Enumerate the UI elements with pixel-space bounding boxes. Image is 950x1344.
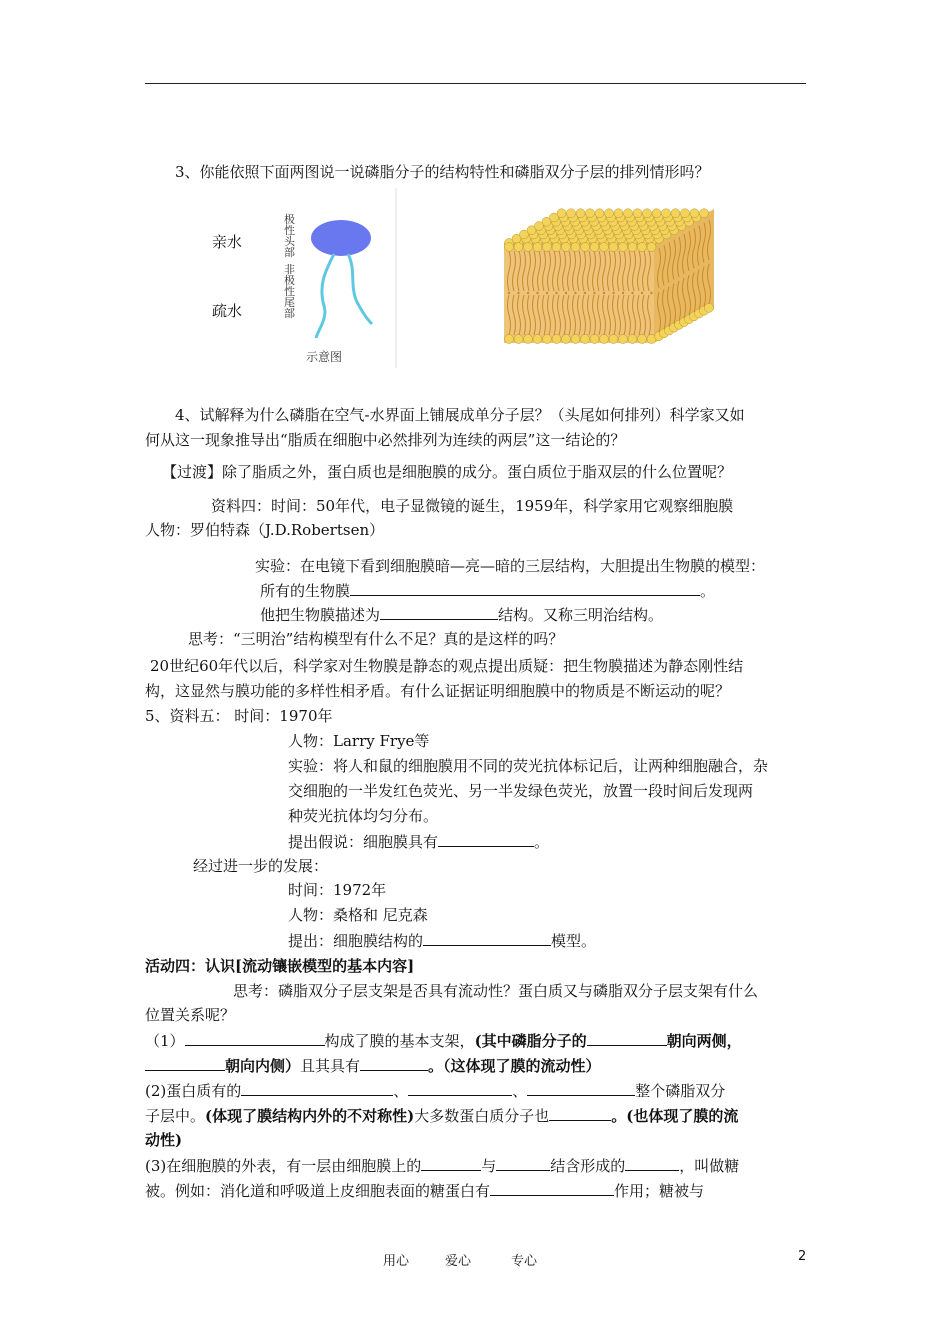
footer-word-1: 用心 (383, 1254, 410, 1269)
blank-glycocalyx-name (625, 1155, 679, 1171)
transition-line: 【过渡】除了脂质之外，蛋白质也是细胞膜的成分。蛋白质位于脂双层的什么位置呢？ (162, 463, 733, 481)
footer-word-2: 爱心 (445, 1254, 472, 1269)
material-5-line1: 5、资料五： 时间：1970年 (145, 707, 333, 725)
material-5-line5: 种荧光抗体均匀分布。 (288, 807, 439, 825)
blank-hypothesis (438, 831, 534, 847)
blank-property (360, 1055, 428, 1071)
think-2-line1: 思考：磷脂双分子层支架是否具有流动性？蛋白质又与磷脂双分子层支架有什么 (233, 982, 759, 1000)
development-line: 经过进一步的发展： (193, 857, 329, 875)
item-2-line2: 子层中。(体现了膜结构内外的不对称性)大多数蛋白质分子也 。(也体现了膜的流 (145, 1107, 739, 1125)
blank-model-name (423, 930, 551, 946)
hydrophilic-label: 亲水 (212, 233, 243, 251)
material-5-line6: 提出假说：细胞膜具有 。 (288, 833, 550, 851)
think-1: 思考：“三明治”结构模型有什么不足？真的是这样的吗？ (188, 630, 564, 648)
item-1-line2: 朝向内侧）且其具有 。（这体现了膜的流动性） (145, 1055, 601, 1076)
hydrophobic-label: 疏水 (212, 302, 243, 320)
item-2-line1: (2)蛋白质有的 、 、 整个磷脂双分 (145, 1082, 726, 1100)
material-5-line3: 实验：将人和鼠的细胞膜用不同的荧光抗体标记后，让两种细胞融合，杂 (288, 757, 769, 775)
blank-membrane-description (380, 604, 498, 620)
schematic-caption: 示意图 (306, 350, 343, 364)
development-proposal: 提出：细胞膜结构的 模型。 (288, 932, 597, 950)
experiment-line2: 所有的生物膜 。 (260, 582, 716, 600)
blank-basic-scaffold (185, 1030, 325, 1046)
page-number: 2 (798, 1249, 807, 1264)
blank-protein-motion (549, 1105, 611, 1121)
blank-protein-position-2 (408, 1080, 512, 1096)
blank-glycocalyx-part-2 (496, 1155, 550, 1171)
material-4-line2: 人物：罗伯特森（J.D.Robertsen） (145, 521, 385, 539)
lipid-bilayer-diagram (498, 205, 720, 355)
material-4-line1: 资料四：时间：50年代，电子显微镜的诞生，1959年，科学家用它观察细胞膜 (211, 497, 734, 515)
blank-protein-position-1 (241, 1080, 393, 1096)
paragraph-60s-line1: 20世纪60年代以后，科学家对生物膜是静态的观点提出质疑：把生物膜描述为静态刚性结 (150, 657, 744, 675)
activity-4-heading: 活动四：认识[流动镶嵌模型的基本内容] (145, 957, 415, 975)
question-3: 3、你能依照下面两图说一说磷脂分子的结构特性和磷脂双分子层的排列情形吗？ (175, 163, 710, 181)
experiment-line3: 他把生物膜描述为 结构。又称三明治结构。 (260, 606, 664, 624)
development-time: 时间：1972年 (288, 881, 387, 899)
material-5-line2: 人物：Larry Frye等 (288, 732, 430, 750)
experiment-line1: 实验：在电镜下看到细胞膜暗—亮—暗的三层结构，大胆提出生物膜的模型： (255, 557, 766, 575)
question-4-line2: 何从这一现象推导出“脂质在细胞中必然排列为连续的两层”这一结论的？ (145, 431, 626, 449)
blank-protein-position-3 (527, 1080, 635, 1096)
polar-head-label: 极性头部 (284, 213, 295, 259)
item-3-line1: (3)在细胞膜的外表，有一层由细胞膜上的 与 结含形成的 ，叫做糖 (145, 1157, 740, 1175)
blank-outward-part (587, 1030, 667, 1046)
tail-2-shape (348, 254, 372, 324)
paragraph-60s-line2: 构，这显然与膜功能的多样性相矛盾。有什么证据证明细胞膜中的物质是不断运动的呢？ (145, 682, 731, 700)
nonpolar-tail-label: 非极性尾部 (284, 263, 295, 320)
blank-all-membranes (350, 580, 700, 596)
header-rule (145, 83, 806, 84)
tail-1-shape (316, 254, 334, 338)
item-2-line3: 动性) (145, 1131, 183, 1149)
item-3-line2: 被。例如：消化道和呼吸道上皮细胞表面的糖蛋白有 作用；糖被与 (145, 1182, 705, 1200)
question-4-line1: 4、试解释为什么磷脂在空气-水界面上铺展成单分子层？（头尾如何排列）科学家又如 (175, 406, 745, 424)
blank-glycocalyx-part-1 (421, 1155, 481, 1171)
footer-word-3: 专心 (511, 1254, 538, 1269)
blank-glycoprotein-function (490, 1180, 614, 1196)
blank-inward-part (145, 1055, 225, 1071)
material-5-line4: 交细胞的一半发红色荧光、另一半发绿色荧光，放置一段时间后发现两 (288, 782, 754, 800)
item-1-line1: （1） 构成了膜的基本支架，(其中磷脂分子的 朝向两侧， (145, 1032, 742, 1050)
development-person: 人物：桑格和 尼克森 (288, 906, 428, 924)
polar-head-shape (311, 220, 371, 256)
think-2-line2: 位置关系呢？ (145, 1006, 236, 1024)
